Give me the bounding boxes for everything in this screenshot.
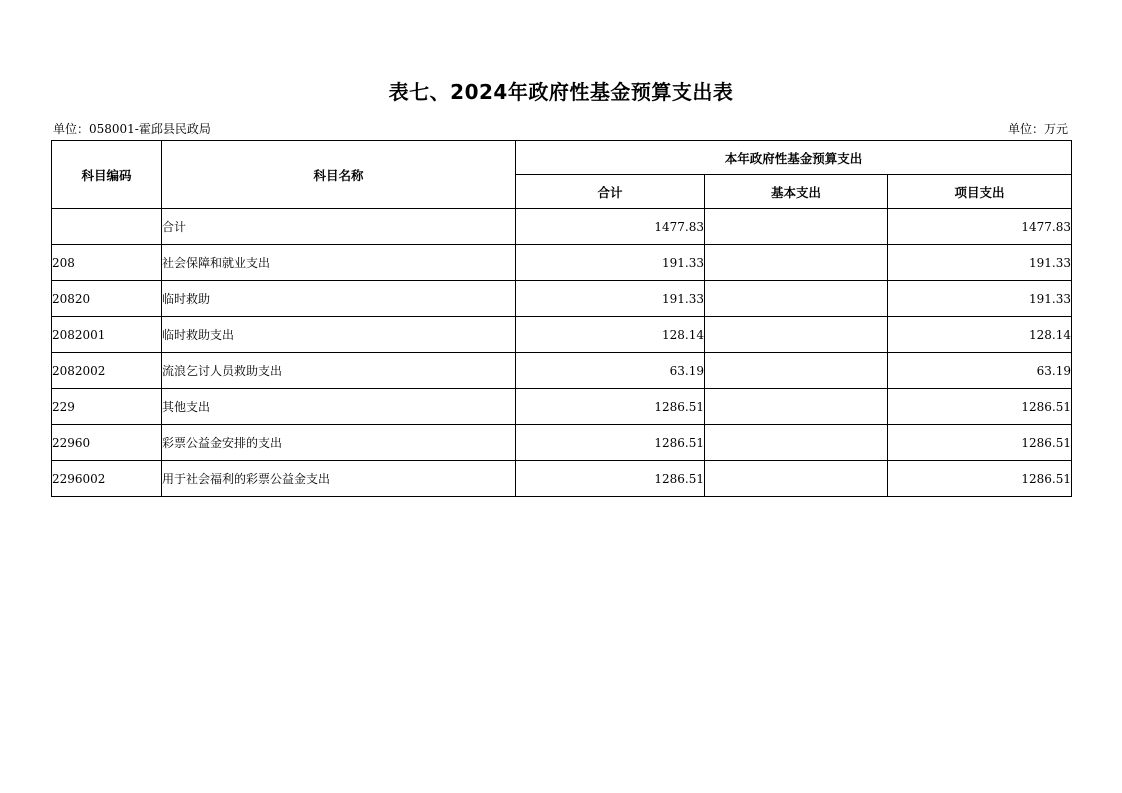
cell-code: 2082002 (52, 353, 162, 389)
table-row (52, 245, 1072, 281)
cell-name: 流浪乞讨人员救助支出 (162, 353, 516, 389)
cell-total: 1286.51 (516, 425, 705, 461)
table-row (52, 281, 1072, 317)
cell-total: 191.33 (516, 281, 705, 317)
cell-project: 63.19 (888, 353, 1072, 389)
cell-basic (705, 209, 888, 245)
cell-code: 2082001 (52, 317, 162, 353)
cell-basic (705, 353, 888, 389)
cell-project: 191.33 (888, 281, 1072, 317)
cell-code: 208 (52, 245, 162, 281)
cell-project: 191.33 (888, 245, 1072, 281)
cell-code: 22960 (52, 425, 162, 461)
cell-name: 彩票公益金安排的支出 (162, 425, 516, 461)
cell-total: 1477.83 (516, 209, 705, 245)
table-row (52, 317, 1072, 353)
cell-project: 1286.51 (888, 461, 1072, 497)
cell-basic (705, 317, 888, 353)
cell-total: 63.19 (516, 353, 705, 389)
cell-name: 社会保障和就业支出 (162, 245, 516, 281)
cell-name: 其他支出 (162, 389, 516, 425)
cell-project: 1477.83 (888, 209, 1072, 245)
header-expenditure-group: 本年政府性基金预算支出 (516, 141, 1072, 175)
cell-basic (705, 389, 888, 425)
cell-name: 临时救助支出 (162, 317, 516, 353)
table-row (52, 461, 1072, 497)
cell-project: 1286.51 (888, 425, 1072, 461)
table-row (52, 353, 1072, 389)
cell-basic (705, 461, 888, 497)
header-subject-code: 科目编码 (52, 141, 162, 209)
cell-total: 1286.51 (516, 461, 705, 497)
cell-code: 2296002 (52, 461, 162, 497)
cell-total: 128.14 (516, 317, 705, 353)
cell-project: 128.14 (888, 317, 1072, 353)
cell-name: 临时救助 (162, 281, 516, 317)
table-row (52, 389, 1072, 425)
cell-basic (705, 281, 888, 317)
cell-total: 1286.51 (516, 389, 705, 425)
cell-project: 1286.51 (888, 389, 1072, 425)
cell-name: 合计 (162, 209, 516, 245)
budget-expenditure-table (51, 140, 1072, 497)
cell-code (52, 209, 162, 245)
page-title: 表七、2024年政府性基金预算支出表 (388, 80, 734, 104)
cell-code: 229 (52, 389, 162, 425)
cell-basic (705, 245, 888, 281)
cell-basic (705, 425, 888, 461)
header-subject-name: 科目名称 (162, 141, 516, 209)
unit-currency-label: 单位：万元 (1007, 122, 1068, 136)
header-total: 合计 (516, 175, 705, 209)
header-project-expenditure: 项目支出 (888, 175, 1072, 209)
header-basic-expenditure: 基本支出 (705, 175, 888, 209)
table-row (52, 425, 1072, 461)
cell-code: 20820 (52, 281, 162, 317)
unit-organization-label: 单位：058001-霍邱县民政局 (53, 122, 211, 136)
cell-name: 用于社会福利的彩票公益金支出 (162, 461, 516, 497)
cell-total: 191.33 (516, 245, 705, 281)
table-row (52, 209, 1072, 245)
